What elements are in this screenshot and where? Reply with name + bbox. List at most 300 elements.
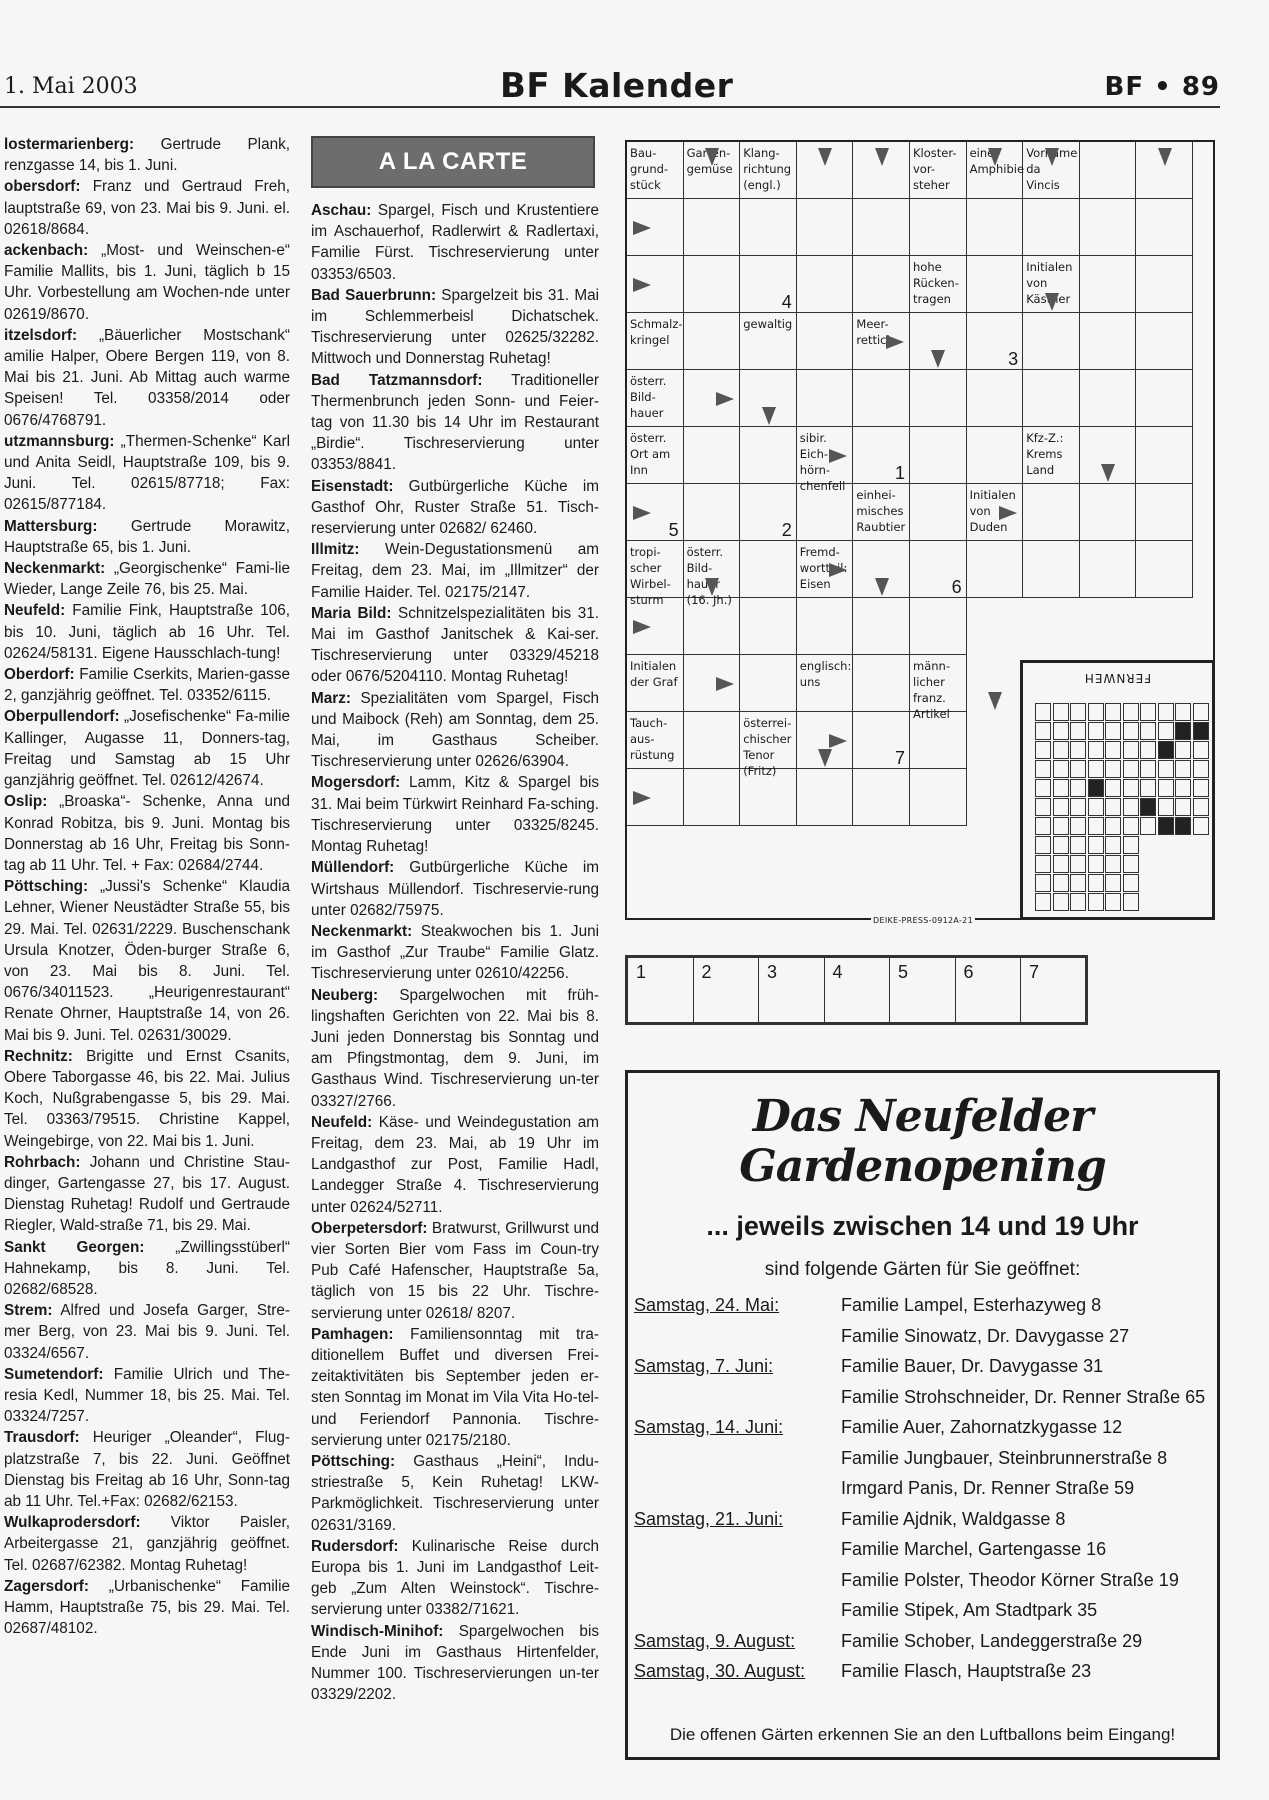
crossword-cell[interactable]	[797, 256, 854, 313]
garden-family: Familie Flasch, Hauptstraße 23	[841, 1661, 1092, 1681]
listing-entry	[4, 1237, 290, 1301]
solution-cell	[1123, 779, 1139, 797]
crossword-cell[interactable]	[1136, 199, 1193, 256]
listing-entry	[4, 176, 290, 240]
answer-slot[interactable]: 2	[694, 958, 760, 1022]
arrow-down-icon	[1045, 148, 1059, 166]
arrow-down-icon	[1101, 464, 1115, 482]
crossword-clue	[1023, 427, 1080, 484]
entry-place: Mattersburg:	[4, 517, 98, 535]
entry-place: Zagersdorf:	[4, 1577, 89, 1595]
solution-cell	[1053, 779, 1069, 797]
solution-cell	[1036, 836, 1052, 854]
answer-slot[interactable]: 7	[1021, 958, 1087, 1022]
solution-cell	[1141, 722, 1157, 740]
solution-cell	[1088, 779, 1104, 797]
solution-cell	[1088, 798, 1104, 816]
crossword-cell[interactable]	[1080, 199, 1137, 256]
entry-text: Gutbürgerliche Küche im Gasthof Ohr, Ruster Straße 51. Tisch-reservierung unter 02682/ 62460.	[311, 477, 599, 538]
garden-intro: sind folgende Gärten für Sie geöffnet:	[764, 1259, 1081, 1280]
entry-text: Familie Ulrich und The-resia Kedl, Nummer 18, bis 25. Mai. Tel. 03324/7257.	[4, 1365, 290, 1426]
crossword-clue	[627, 712, 684, 769]
solution-cell	[1123, 874, 1139, 892]
crossword-cell[interactable]	[1080, 370, 1137, 427]
entry-place: Oberdorf:	[4, 666, 75, 684]
crossword-cell[interactable]	[853, 769, 910, 826]
clue-text: männ-licher franz. Artikel	[913, 659, 950, 721]
solution-cell	[1141, 703, 1157, 721]
listing-entry	[4, 516, 290, 558]
solution-cell	[1036, 703, 1052, 721]
clue-text: Kfz-Z.: Krems Land	[1026, 431, 1064, 477]
entry-place: Pöttsching:	[311, 1452, 396, 1470]
solution-cell	[1141, 760, 1157, 778]
clue-text: eine Amphibie	[969, 146, 1025, 176]
solution-cell	[1071, 855, 1087, 873]
listing-entry	[4, 1152, 290, 1237]
listing-entry	[4, 600, 290, 664]
entry-text: „Bäuerlicher Mostschank“ amilie Halper, Obere Bergen 119, von 8. Mai bis 21. Juni. Ab Mittag auch warme Speisen! Tel. 03358/2014 oder 0676/4768791.	[4, 326, 290, 429]
arrow-down-icon	[762, 407, 776, 425]
solution-number: 4	[781, 292, 792, 312]
entry-text: „Georgischenke“ Fami-lie Wieder, Lange Zeile 76, bis 25. Mai.	[4, 560, 290, 599]
arrow-right-icon	[633, 620, 651, 634]
garden-row	[634, 1661, 1214, 1692]
crossword-cell[interactable]	[853, 655, 910, 712]
entry-place: Neckenmarkt:	[4, 560, 106, 578]
solution-box	[1020, 660, 1215, 920]
arrow-down-icon	[818, 148, 832, 166]
entry-place: Rohrbach:	[4, 1153, 81, 1171]
entry-text: Spargelwochen mit früh-lingshaften Gerichten von 22. Mai bis 8. Juni jeden Donnerstag bis Sonntag und am Pfingstmontag, dem 9. Juni, im Gasthaus Wind. Tischreservierung un-ter 03327/2766.	[311, 986, 599, 1110]
solution-cell	[1123, 836, 1139, 854]
solution-cell	[1193, 798, 1209, 816]
solution-cell	[1123, 741, 1139, 759]
section-title-text: Kalender	[550, 66, 734, 105]
garden-date: Samstag, 30. August:	[634, 1661, 806, 1681]
crossword-cell[interactable]	[1080, 142, 1137, 199]
crossword-cell[interactable]	[910, 370, 967, 427]
garden-row	[634, 1570, 1214, 1601]
alacarte-title: A LA CARTE	[378, 148, 528, 175]
clue-text: Initialen der Graf	[630, 659, 678, 689]
crossword-cell[interactable]	[1080, 541, 1137, 598]
answer-slot[interactable]: 6	[956, 958, 1022, 1022]
entry-place: Maria Bild:	[311, 604, 392, 622]
crossword-cell[interactable]	[1023, 313, 1080, 370]
entry-text: Gertrude Morawitz, Hauptstraße 65, bis 1. Juni.	[4, 517, 290, 556]
solution-grid	[1033, 699, 1209, 911]
crossword-cell[interactable]	[740, 655, 797, 712]
entry-text: Gertrude Plank, renzgasse 14, bis 1. Juni.	[4, 136, 290, 175]
crossword-clue	[627, 313, 684, 370]
entry-place: obersdorf:	[4, 178, 81, 196]
solution-cell	[1193, 722, 1209, 740]
arrow-down-icon	[875, 148, 889, 166]
clue-text: Schmalz-kringel	[630, 317, 683, 347]
crossword-cell[interactable]	[910, 712, 967, 769]
solution-cell	[1158, 741, 1174, 759]
solution-cell	[1088, 855, 1104, 873]
crossword-cell[interactable]	[910, 541, 967, 598]
crossword-cell[interactable]	[797, 313, 854, 370]
clue-text: Bau-grund-stück	[630, 146, 669, 192]
clue-text: Tauch-aus-rüstung	[630, 716, 675, 762]
arrow-right-icon	[829, 734, 847, 748]
crossword-cell[interactable]	[1136, 484, 1193, 541]
answer-slot[interactable]: 5	[890, 958, 956, 1022]
crossword-cell[interactable]	[740, 256, 797, 313]
solution-cell	[1123, 817, 1139, 835]
arrow-right-icon	[633, 221, 651, 235]
heurigen-listing	[0, 134, 290, 1639]
entry-place: Pöttsching:	[4, 878, 89, 896]
answer-slot[interactable]: 3	[759, 958, 825, 1022]
solution-number: 6	[951, 577, 962, 597]
crossword-cell[interactable]	[1136, 370, 1193, 427]
crossword-cell[interactable]	[740, 769, 797, 826]
solution-cell	[1176, 722, 1192, 740]
clue-text: Vorname da Vincis	[1026, 146, 1078, 192]
clue-text: gewaltig	[743, 317, 793, 331]
entry-place: Pamhagen:	[311, 1325, 394, 1343]
bf-logo: BF	[500, 66, 551, 106]
solution-cell	[1036, 760, 1052, 778]
solution-cell	[1176, 741, 1192, 759]
crossword-clue	[627, 370, 684, 427]
listing-entry	[311, 539, 599, 603]
crossword-cell[interactable]	[967, 313, 1024, 370]
solution-cell	[1071, 741, 1087, 759]
entry-place: Windisch-Minihof:	[311, 1622, 444, 1640]
garden-row	[634, 1387, 1214, 1418]
entry-place: Neckenmarkt:	[311, 922, 413, 940]
solution-cell	[1071, 893, 1087, 911]
solution-cell	[1053, 817, 1069, 835]
entry-text: Lamm, Kitz & Spargel bis 31. Mai beim Türkwirt Reinhard Fa-sching. Tischreservierung unter 03325/8245. Montag Ruhetag!	[311, 774, 599, 856]
crossword-cell[interactable]	[684, 598, 741, 655]
listing-entry	[4, 1364, 290, 1428]
entry-text: Spargelzeit bis 31. Mai im Schlemmerbeisl Dichatschek. Tischreservierung unter 02625/32282. Mittwoch und Donnerstag Ruhetag!	[311, 286, 599, 368]
crossword-cell[interactable]	[853, 598, 910, 655]
crossword-cell[interactable]	[853, 256, 910, 313]
solution-cell	[1036, 779, 1052, 797]
entry-place: Oslip:	[4, 793, 48, 811]
crossword-cell[interactable]	[1136, 313, 1193, 370]
arrow-down-icon	[1158, 148, 1172, 166]
crossword-cell[interactable]	[910, 484, 967, 541]
arrow-down-icon	[988, 148, 1002, 166]
solution-cell	[1053, 798, 1069, 816]
entry-text: Brigitte und Ernst Csanits, Obere Taborgasse 46, bis 22. Mai. Julius Koch, Nußgrabengasse 5, bis 29. Mai. Tel. 03363/79515. Christine Kappel, Weingebirge, von 22. Mai bis 1. Juni.	[4, 1047, 290, 1150]
solution-cell	[1036, 817, 1052, 835]
solution-cell	[1176, 798, 1192, 816]
listing-entry	[4, 431, 290, 516]
solution-cell	[1053, 855, 1069, 873]
solution-cell	[1053, 874, 1069, 892]
entry-text: Traditioneller Thermenbrunch jeden Sonn- und Feier-tag von 11.30 bis 14 Uhr im Restaurant „Birdie“. Tischreservierung unter 03353/8841.	[311, 371, 599, 474]
solution-cell	[1088, 760, 1104, 778]
garden-row	[634, 1539, 1214, 1570]
crossword-clue	[910, 256, 967, 313]
solution-cell	[1071, 798, 1087, 816]
crossword-cell[interactable]	[797, 370, 854, 427]
crossword-cell[interactable]	[910, 199, 967, 256]
garden-row	[634, 1509, 1214, 1540]
garden-title-line1: Das Neufelder	[752, 1091, 1093, 1142]
solution-cell	[1106, 817, 1122, 835]
entry-place: Mogersdorf:	[311, 774, 401, 792]
solution-cell	[1053, 893, 1069, 911]
entry-place: Sumetendorf:	[4, 1365, 104, 1383]
crossword-cell[interactable]	[910, 598, 967, 655]
solution-cell	[1053, 741, 1069, 759]
clue-text: österrei-chischer Tenor (Fritz)	[743, 716, 792, 778]
listing-entry	[311, 1112, 599, 1218]
solution-cell	[1193, 760, 1209, 778]
crossword-cell[interactable]	[853, 712, 910, 769]
listing-entry	[311, 1324, 599, 1451]
listing-entry	[4, 558, 290, 600]
crossword-cell[interactable]	[1080, 313, 1137, 370]
listing-entry	[311, 1451, 599, 1536]
crossword-cell[interactable]	[740, 199, 797, 256]
solution-cell	[1158, 817, 1174, 835]
listing-entry	[4, 1300, 290, 1364]
solution-cell	[1106, 836, 1122, 854]
garden-date: Samstag, 7. Juni:	[634, 1356, 774, 1376]
crossword-cell[interactable]	[797, 199, 854, 256]
entry-text: Gasthaus „Heini“, Indu-striestraße 5, Kein Ruhetag! LKW-Parkmöglichkeit. Tischreservierung unter 02631/3169.	[311, 1452, 599, 1534]
crossword-clue	[740, 313, 797, 370]
entry-place: lostermarienberg:	[4, 136, 135, 153]
solution-cell	[1158, 760, 1174, 778]
clue-text: Klang-richtung (engl.)	[743, 146, 792, 192]
garden-family: Irmgard Panis, Dr. Renner Straße 59	[841, 1478, 1135, 1498]
entry-text: Bratwurst, Grillwurst und vier Sorten Bier vom Fass im Coun-try Pub Café Hafenscher, Hauptstraße 5a, täglich von 15 bis 22 Uhr. Tischre-servierung unter 02618/ 8207.	[311, 1219, 599, 1322]
solution-cell	[1088, 741, 1104, 759]
solution-cell	[1158, 779, 1174, 797]
clue-text: tropi-scher Wirbel-sturm	[630, 545, 671, 607]
solution-cell	[1106, 760, 1122, 778]
solution-number: 2	[781, 520, 792, 540]
garden-title-line2: Gardenopening	[739, 1141, 1106, 1192]
garden-family: Familie Jungbauer, Steinbrunnerstraße 8	[841, 1447, 1168, 1468]
garden-row	[634, 1600, 1214, 1631]
solution-cell	[1106, 779, 1122, 797]
crossword-cell[interactable]	[740, 598, 797, 655]
arrow-right-icon	[999, 506, 1017, 520]
entry-text: „Most- und Weinschen-e“ Familie Mallits, bis 1. Juni, täglich b 15 Uhr. Vorbestellung am Wochen-nde unter 02619/8670.	[4, 242, 290, 323]
entry-place: Trausdorf:	[4, 1429, 80, 1447]
crossword-cell[interactable]	[797, 484, 854, 541]
solution-cell	[1141, 817, 1157, 835]
solution-cell	[1088, 874, 1104, 892]
crossword-clue	[627, 427, 684, 484]
solution-number: 3	[1008, 349, 1019, 369]
garden-family: Familie Strohschneider, Dr. Renner Straße 65	[841, 1386, 1206, 1407]
crossword-cell[interactable]	[1080, 256, 1137, 313]
crossword-cell[interactable]	[967, 256, 1024, 313]
garden-row	[634, 1295, 1214, 1326]
crossword-cell[interactable]	[740, 541, 797, 598]
crossword-cell[interactable]	[684, 313, 741, 370]
solution-cell	[1106, 874, 1122, 892]
entry-place: Neufeld:	[4, 602, 66, 620]
listing-entry	[311, 1218, 599, 1324]
header-rule	[0, 106, 1220, 108]
crossword-cell[interactable]	[1023, 199, 1080, 256]
crossword-cell[interactable]	[740, 484, 797, 541]
garden-footer: Die offenen Gärten erkennen Sie an den Luftballons beim Eingang!	[669, 1725, 1176, 1744]
entry-place: utzmannsburg:	[4, 432, 115, 450]
crossword-cell[interactable]	[1023, 484, 1080, 541]
crossword-clue	[627, 541, 684, 607]
solution-cell	[1053, 722, 1069, 740]
solution-cell	[1141, 779, 1157, 797]
solution-cell	[1106, 722, 1122, 740]
entry-text: Heuriger „Oleander“, Flug-platzstraße 7, bis 22. Juni. Geöffnet Dienstag bis Freitag ab 16 Uhr, Sonn-tag ab 11 Uhr. Tel.+Fax: 02682/62153.	[4, 1429, 290, 1510]
crossword-cell[interactable]	[797, 598, 854, 655]
clue-text: Kloster-vor-steher	[913, 146, 957, 192]
garden-row	[634, 1631, 1214, 1662]
crossword-cell[interactable]	[684, 256, 741, 313]
listing-entry	[311, 370, 599, 476]
entry-place: Sankt Georgen:	[4, 1238, 145, 1256]
clue-text: österr. Ort am Inn	[630, 431, 671, 477]
entry-text: Käse- und Weindegustation am Freitag, dem 23. Mai, ab 19 Uhr im Landgasthof zur Post, Familie Hadl, Landegger Straße 4. Tischreservierung unter 02624/52711.	[311, 1113, 599, 1216]
crossword-clue	[797, 655, 854, 712]
entry-text: Gutbürgerliche Küche im Wirtshaus Müllendorf. Tischreservie-rung unter 02682/75975.	[311, 859, 599, 919]
arrow-down-icon	[1045, 293, 1059, 311]
crossword-cell[interactable]	[1080, 484, 1137, 541]
listing-entry	[4, 1512, 290, 1576]
arrow-down-icon	[988, 692, 1002, 710]
crossword-clue	[853, 484, 910, 541]
listing-entry	[4, 1427, 290, 1512]
entry-place: Rudersdorf:	[311, 1537, 399, 1555]
solution-cell	[1036, 722, 1052, 740]
garden-row	[634, 1478, 1214, 1509]
crossword-cell[interactable]	[853, 427, 910, 484]
crossword-cell[interactable]	[1136, 541, 1193, 598]
solution-number: 1	[894, 463, 905, 483]
crossword-cell[interactable]	[684, 712, 741, 769]
entry-text: „Jussi's Schenke“ Klaudia Lehner, Wiener Neustädter Straße 55, bis 29. Mai. Tel. 02631/2229. Buschenschank Ursula Knotzer, Öden-burger Straße 6, von 23. Mai bis 8. Juni. Tel. 0676/34011523. „Heurigenrestaurant“ Renate Ohrner, Hauptstraße 14, von 26. Mai bis 9. Juni. Tel. 02631/30029.	[4, 878, 290, 1044]
clue-text: österr. Bild-hauer (16. Jh.)	[686, 545, 732, 607]
clue-text: Initialen von Duden	[969, 488, 1016, 534]
listing-entry	[4, 1576, 290, 1640]
solution-cell	[1193, 703, 1209, 721]
crossword-cell[interactable]	[684, 769, 741, 826]
answer-slot[interactable]: 4	[825, 958, 891, 1022]
entry-text: „Urbanischenke“ Familie Hamm, Hauptstraße 75, bis 29. Mai. Tel. 02687/48102.	[4, 1577, 290, 1638]
solution-cell	[1176, 760, 1192, 778]
solution-cell	[1071, 817, 1087, 835]
crossword-cell[interactable]	[740, 427, 797, 484]
crossword-clue	[740, 712, 797, 778]
entry-text: Franz und Gertraud Freh, lauptstraße 69, von 23. Mai bis 9. Juni. el. 02618/8684.	[4, 178, 290, 238]
clue-text: englisch: uns	[799, 659, 852, 689]
entry-text: „Thermen-Schenke“ Karl und Anita Seidl, Hauptstraße 109, bis 9. Juni. Tel. 02615/87718; Fax: 02615/877184.	[4, 432, 290, 514]
solution-cell	[1123, 798, 1139, 816]
solution-cell	[1071, 722, 1087, 740]
solution-cell	[1053, 760, 1069, 778]
crossword-cell[interactable]	[684, 199, 741, 256]
arrow-right-icon	[633, 791, 651, 805]
listing-entry	[311, 857, 599, 921]
crossword-cell[interactable]	[1136, 256, 1193, 313]
garden-date: Samstag, 14. Juni:	[634, 1417, 784, 1437]
answer-slot[interactable]: 1	[628, 958, 694, 1022]
listing-entry	[311, 285, 599, 370]
solution-cell	[1088, 893, 1104, 911]
entry-place: ackenbach:	[4, 242, 89, 260]
solution-cell	[1123, 722, 1139, 740]
garden-date: Samstag, 21. Juni:	[634, 1508, 784, 1529]
listing-entry	[4, 1046, 290, 1152]
solution-cell	[1176, 817, 1192, 835]
crossword-puzzle	[625, 140, 1215, 925]
crossword-cell[interactable]	[853, 199, 910, 256]
clue-text: Meer-rettich	[856, 317, 894, 347]
arrow-right-icon	[829, 449, 847, 463]
crossword-cell[interactable]	[684, 427, 741, 484]
crossword-cell[interactable]	[967, 199, 1024, 256]
listing-entry	[311, 603, 599, 688]
entry-text: „Zwillingsstüberl“ Hahnekamp, bis 8. Juni. Tel. 02682/68528.	[4, 1238, 290, 1298]
clue-text: sibir. Eich-hörn-chenfell	[799, 431, 846, 493]
solution-cell	[1088, 817, 1104, 835]
arrow-right-icon	[633, 278, 651, 292]
crossword-cell[interactable]	[853, 370, 910, 427]
crossword-cell[interactable]	[967, 427, 1024, 484]
crossword-cell[interactable]	[797, 769, 854, 826]
crossword-cell[interactable]	[1136, 427, 1193, 484]
crossword-cell[interactable]	[910, 427, 967, 484]
clue-text: Garten-gemüse	[686, 146, 733, 176]
solution-cell	[1106, 855, 1122, 873]
crossword-cell[interactable]	[1023, 370, 1080, 427]
crossword-cell[interactable]	[1023, 541, 1080, 598]
entry-text: Spargelwochen bis Ende Juni im Gasthaus Hirtenfelder, Nummer 100. Tischreservierungen un-ter 03329/2202.	[311, 1622, 599, 1704]
entry-place: Illmitz:	[311, 541, 360, 559]
entry-text: Familie Fink, Hauptstraße 106, bis 10. Juni, täglich ab 16 Uhr. Tel. 02624/58131. Eigene Hausschlach-tung!	[4, 602, 290, 662]
solution-cell	[1106, 703, 1122, 721]
crossword-cell[interactable]	[910, 769, 967, 826]
arrow-right-icon	[886, 335, 904, 349]
entry-place: Eisenstadt:	[311, 477, 394, 495]
crossword-cell[interactable]	[684, 484, 741, 541]
garden-family: Familie Ajdnik, Waldgasse 8	[841, 1508, 1066, 1529]
entry-place: Wulkaprodersdorf:	[4, 1514, 141, 1532]
page-number: BF • 89	[1104, 72, 1220, 102]
page-header	[0, 62, 1220, 108]
garden-row	[634, 1356, 1214, 1387]
garden-family: Familie Auer, Zahornatzkygasse 12	[841, 1417, 1123, 1437]
solution-cell	[1106, 798, 1122, 816]
entry-place: Strem:	[4, 1302, 53, 1320]
garden-date: Samstag, 9. August:	[634, 1630, 796, 1651]
crossword-cell[interactable]	[967, 370, 1024, 427]
garden-subtitle: ... jeweils zwischen 14 und 19 Uhr	[706, 1211, 1139, 1241]
crossword-cell[interactable]	[967, 541, 1024, 598]
solution-cell	[1176, 779, 1192, 797]
solution-number: 5	[668, 520, 679, 540]
entry-place: Oberpullendorf:	[4, 708, 120, 726]
entry-place: Bad Sauerbrunn:	[311, 286, 437, 304]
entry-place: Müllendorf:	[311, 859, 395, 877]
